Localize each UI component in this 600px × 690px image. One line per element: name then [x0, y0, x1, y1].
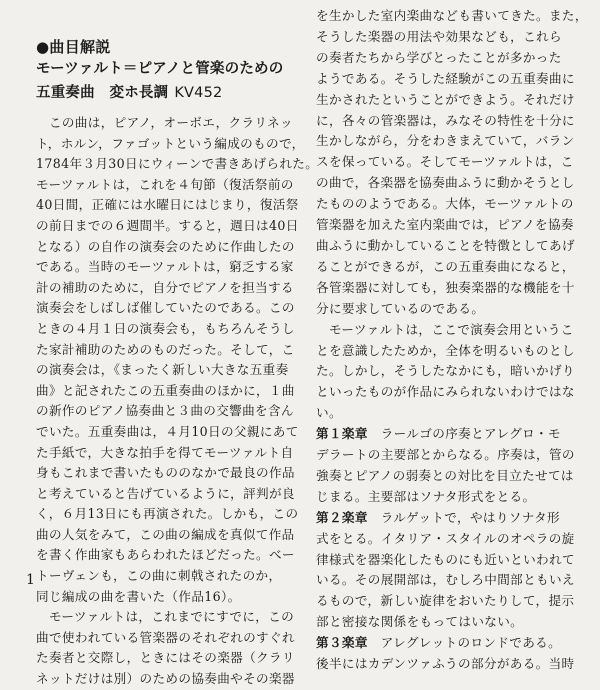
title-line-2 [36, 81, 298, 105]
right-column [316, 6, 588, 675]
text-line [316, 215, 588, 236]
line-text: た。しかし，そうしたなかにも，暗いかげり [316, 363, 575, 379]
text-line: である。当時のモーツァルトは，窮乏する家 [36, 259, 294, 275]
left-body-text [36, 113, 319, 690]
text-line [316, 403, 588, 424]
text-line: モーツァルトは，これまでにすでに，この [36, 609, 295, 625]
text-line: トーヴェンも，この曲に刺戟されたのか， [36, 568, 282, 584]
text-line [316, 27, 588, 48]
line-text: 曲ふうに動かしていることを特徴としてあげ [316, 237, 575, 253]
line-text: 式をとる。イタリア・スタイルのオペラの旋 [316, 530, 575, 546]
line-text: スを保っている。そしてモーツァルトは，こ [316, 154, 574, 170]
text-line [316, 424, 588, 445]
line-text: たもののようである。大体，モーツァルトの [316, 196, 574, 212]
text-line: ト，ホルン，ファゴットという編成のもので， [36, 135, 305, 151]
line-text: ラルゲットで，やはりソナタ形 [367, 509, 560, 525]
text-line: の前日までの６週間半。すると，週日は40日 [36, 217, 299, 233]
text-line: た手紙で，大きな拍手を得てモーツァルト自 [36, 444, 294, 460]
line-text: 後半にはカデンツァふうの部分がある。当時 [316, 656, 575, 672]
line-text: 部と密接な関係をもってはいない。 [316, 614, 524, 630]
text-line: ときの４月１日の演奏会も，もちろんそうし [36, 320, 295, 336]
line-text: アレグレットのロンドである。 [367, 635, 562, 651]
movement-label: 第３楽章 [316, 635, 368, 651]
title-line-1: モーツァルト＝ピアノと管楽のための [36, 61, 284, 77]
text-line [316, 654, 588, 675]
movement-label: 第１楽章 [316, 426, 368, 442]
text-line [316, 591, 588, 612]
text-line [316, 111, 588, 132]
text-line: 身もこれまで書いたもののなかで最良の作品 [36, 465, 295, 481]
line-text: モーツァルトは，ここで演奏会用というこ [316, 321, 574, 337]
text-line [316, 550, 588, 571]
text-line: た家計補助のためのものだった。そして，こ [36, 341, 295, 357]
section-heading: ●曲目解説 [36, 38, 111, 56]
line-text: い。 [316, 405, 342, 421]
title-key: 五重奏曲 変ホ長調 [36, 85, 169, 101]
line-text: の曲で，各楽器を協奏曲ふうに動かそうとし [316, 175, 575, 191]
text-line [316, 529, 588, 550]
text-line: 曲で使われている管楽器のそれぞれのすぐれ [36, 629, 295, 645]
line-text: デラートの主要部とからなる。序奏は，管の [316, 447, 575, 463]
text-line: 演奏会をしばしば催していたのである。この [36, 300, 295, 316]
text-line: の新作のピアノ協奏曲と３曲の交響曲を含ん [36, 403, 294, 419]
text-line: く，６月13日にも再演された。しかも，この [36, 506, 299, 522]
text-line: を書く作曲家もあらわれたほどだった。べー [36, 547, 295, 563]
line-text: ようである。そうした経験がこの五重奏曲に [316, 70, 575, 86]
left-column [36, 0, 319, 690]
text-line [316, 382, 588, 403]
text-line [316, 320, 588, 341]
text-line: 曲の人気をみて，この曲の編成を真似て作品 [36, 526, 295, 542]
text-line: 40日間，正確には水曜日にはじまり，復活祭 [36, 197, 299, 213]
text-line: た奏者と交際し，ときにはその楽器（クラリ [36, 650, 295, 666]
movement-label: 第２楽章 [316, 509, 368, 525]
text-line [316, 612, 588, 633]
text-line: 曲》と記されたこの五重奏曲のほかに，１曲 [36, 382, 295, 398]
text-line [316, 194, 588, 215]
text-line [316, 445, 588, 466]
text-line [316, 48, 588, 69]
text-line: モーツァルトは，これを４旬節（復活祭前の [36, 176, 294, 192]
line-text: 管楽器を加えた室内楽曲では，ピアノを協奏 [316, 217, 574, 233]
text-line: 同じ編成の曲を書いた（作品16）。 [36, 588, 241, 604]
line-text: といったものが作品にみられないわけではな [316, 384, 575, 400]
text-line [316, 6, 588, 27]
text-line [316, 487, 588, 508]
text-line [316, 131, 588, 152]
line-text: を生かした室内楽曲なども書いてきた。また， [316, 8, 588, 23]
text-line [316, 173, 588, 194]
text-line [316, 278, 588, 299]
page-number: 1 [26, 572, 35, 588]
text-line: この曲は，ピアノ，オーボエ，クラリネッ [36, 115, 293, 130]
line-text: 律様式を器楽化したものにも近いといわれて [316, 551, 575, 567]
line-text: 生かしながら，分をわきまえていて，バラン [316, 133, 575, 149]
text-line: ネットだけは別）のための協奏曲やその楽器 [36, 671, 295, 687]
line-text: の奏者たちから学びとったことが多かった [316, 49, 562, 65]
text-line [316, 361, 588, 382]
text-line [316, 341, 588, 362]
line-text: じまる。主要部はソナタ形式をとる。 [316, 488, 536, 504]
line-text: 分に要求しているのである。 [316, 300, 485, 316]
title-kv: KV452 [174, 85, 223, 101]
text-line [316, 69, 588, 90]
text-line: となる）の自作の演奏会のために作曲したの [36, 238, 295, 254]
text-line [316, 299, 588, 320]
line-text: ることができるが，この五重奏曲になると， [316, 258, 575, 274]
text-line [316, 466, 588, 487]
text-line: でいた。五重奏曲は，４月10日の父親にあて [36, 423, 299, 439]
line-text: るもので，新しい旋律をおいたりして，提示 [316, 593, 575, 609]
text-line: と考えていると告げているように，評判が良 [36, 485, 295, 501]
line-text: 生かされたということができよう。それだけ [316, 91, 575, 107]
line-text: そうした楽器の用法や効果なども，これら [316, 28, 562, 44]
text-line: の演奏会は，《まったく新しい大きな五重奏 [36, 362, 289, 378]
line-text: 各管楽器に対しても，独奏楽器的な機能を十 [316, 279, 575, 295]
text-line [316, 570, 588, 591]
text-line: 計の補助のために，自分でピアノを担当する [36, 279, 294, 295]
text-line [316, 152, 588, 173]
text-line [316, 90, 588, 111]
line-text: に，各々の管楽器は，みなその特性を十分に [316, 112, 575, 128]
line-text: ラールゴの序奏とアレグロ・モ [367, 426, 561, 442]
text-line: 1784年３月30日にウィーンで書きあげられた。 [36, 156, 319, 172]
text-line [316, 257, 588, 278]
line-text: いる。その展開部は，むしろ中間部ともいえ [316, 572, 575, 588]
text-line [316, 236, 588, 257]
line-text: とを意識したためか，全体を明るいものとし [316, 342, 575, 358]
text-line [316, 633, 588, 654]
text-line [316, 508, 588, 529]
line-text: 強奏とピアノの弱奏との対比を目立たせては [316, 467, 574, 483]
